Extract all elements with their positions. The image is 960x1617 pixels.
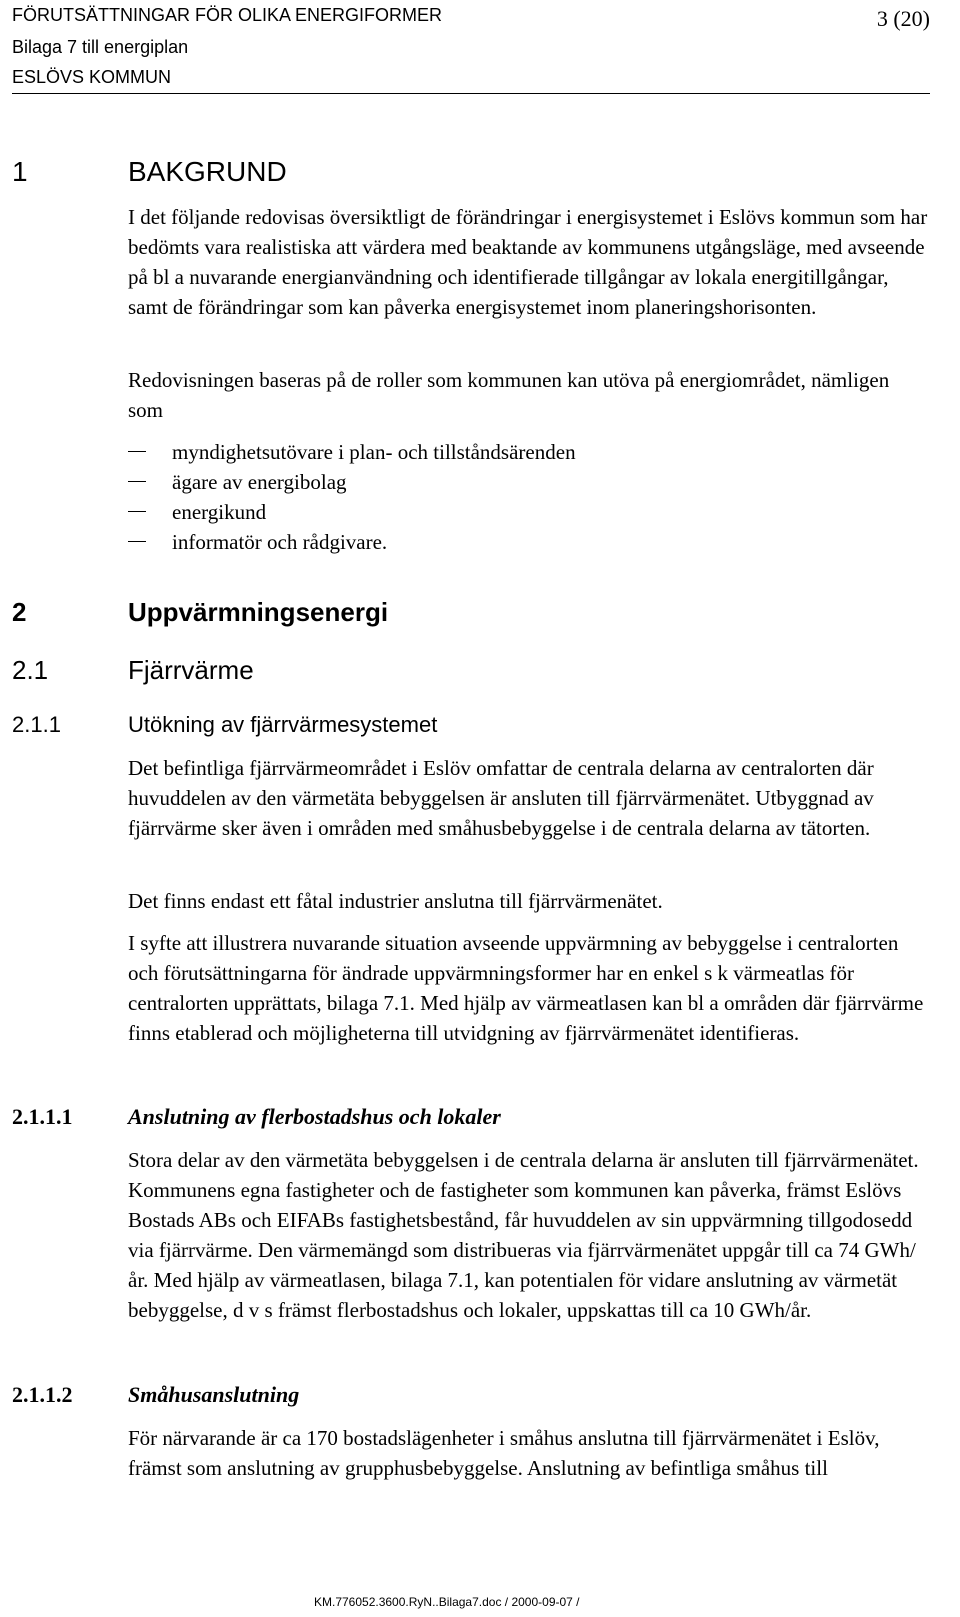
dash-bullet-icon (128, 451, 146, 452)
list-item (128, 497, 576, 527)
list-item (128, 527, 576, 557)
paragraph-apartment-connection: Stora delar av den värmetäta bebyggelsen i de centrala delarna är ansluten till fjärrvärmenätet. Kommunens egna fastigheter och de fastigheter som kommunen kan påverka, främst Eslövs Bostads ABs och EIFABs fastighetsbestånd, får huvuddelen av sin uppvärmning tillgodosedd via fjärrvärme. Den värmemängd som distribueras via fjärrvärmenätet uppgår till ca 74 GWh/år. Med hjälp av värmeatlasen, bilaga 7.1, kan potentialen för vidare anslutning av värmetät bebyggelse, d v s främst flerbostadshus och lokaler, uppskattas till ca 10 GWh/år. (128, 1148, 919, 1322)
list-item (128, 467, 576, 497)
roles-list (128, 437, 576, 557)
section-2-1-1-number: 2.1.1 (12, 712, 61, 737)
paragraph-district-heating-area: Det befintliga fjärrvärmeområdet i Eslöv omfattar de centrala delarna av centralorten där huvuddelen av den värmetäta bebyggelsen är ansluten till fjärrvärmenätet. Utbyggnad av fjärrvärme sker även i områden med småhusbebyggelse i de centrala delarna av tätorten. (128, 756, 874, 840)
dash-bullet-icon (128, 511, 146, 512)
section-2-1-1-2-heading: Småhusanslutning (128, 1382, 300, 1407)
paragraph-small-house-connection: För närvarande är ca 170 bostadslägenheter i småhus anslutna till fjärrvärmenätet i Eslöv, främst som anslutning av grupphusbebyggelse. Anslutning av befintliga småhus till (128, 1426, 880, 1480)
paragraph-heat-atlas: I syfte att illustrera nuvarande situation avseende uppvärmning av bebyggelse i centralorten och förutsättningarna för ändrade uppvärmningsformer har en enkel s k värmeatlas för centralorten upprättats, bilaga 7.1. Med hjälp av värmeatlasen kan bl a områden där fjärrvärme finns etablerad och möjligheterna till utvidgning av fjärrvärmenätet identifieras. (128, 931, 924, 1045)
header-rule (12, 93, 930, 94)
section-2-1-1-heading: Utökning av fjärrvärmesystemet (128, 712, 438, 737)
list-item-text: informatör och rådgivare. (172, 530, 388, 554)
section-2-number: 2 (12, 597, 27, 627)
list-item-text: myndighetsutövare i plan- och tillståndsärenden (172, 440, 576, 464)
paragraph-roles-intro: Redovisningen baseras på de roller som kommunen kan utöva på energiområdet, nämligen som (128, 368, 890, 422)
section-2-1-1-2-number: 2.1.1.2 (12, 1382, 73, 1407)
dash-bullet-icon (128, 541, 146, 542)
document-header-subtitle: Bilaga 7 till energiplan (12, 37, 189, 57)
page-number: 3 (20) (876, 6, 930, 31)
document-header-org: ESLÖVS KOMMUN (12, 67, 172, 87)
section-2-1-1-1-heading: Anslutning av flerbostadshus och lokaler (128, 1104, 501, 1129)
section-2-1-1-1-number: 2.1.1.1 (12, 1104, 73, 1129)
document-footer: KM.776052.3600.RyN..Bilaga7.doc / 2000-09-07 / (314, 1595, 580, 1609)
paragraph-industries: Det finns endast ett fåtal industrier anslutna till fjärrvärmenätet. (128, 889, 663, 913)
section-1-number: 1 (12, 156, 28, 187)
section-2-1-heading: Fjärrvärme (128, 655, 254, 685)
section-2-heading: Uppvärmningsenergi (128, 597, 389, 627)
section-1-heading: BAKGRUND (128, 156, 287, 187)
list-item-text: energikund (172, 500, 267, 524)
paragraph-background-intro: I det följande redovisas översiktligt de förändringar i energisystemet i Eslövs kommun som har bedömts vara realistiska att värdera med beaktande av kommunens utgångsläge, med avseende på bl a nuvarande energianvändning och identifierade tillgångar av lokala energitillgångar, samt de förändringar som kan påverka energisystemet inom planeringshorisonten. (128, 205, 928, 319)
list-item (128, 437, 576, 467)
document-header-title: FÖRUTSÄTTNINGAR FÖR OLIKA ENERGIFORMER (12, 5, 443, 25)
list-item-text: ägare av energibolag (172, 470, 347, 494)
dash-bullet-icon (128, 481, 146, 482)
section-2-1-number: 2.1 (12, 655, 49, 685)
